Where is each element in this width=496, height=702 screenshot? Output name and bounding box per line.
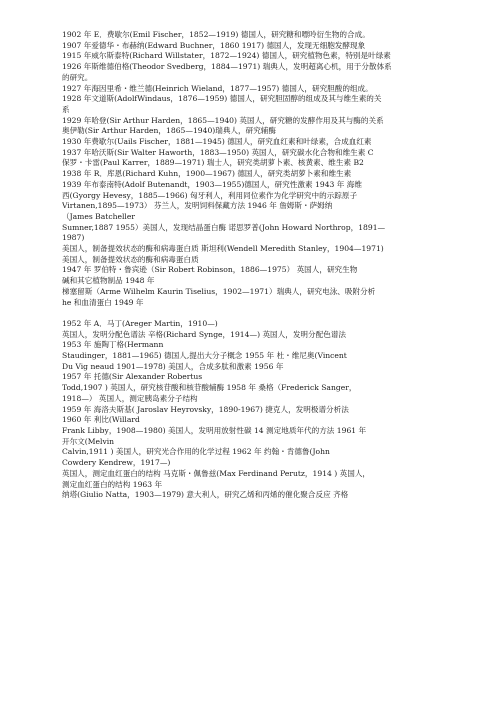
text-line: 1939 年布泰南特(Adolf Butenandt，1903—1955)德国人，研究性激素 1943 年 海维 — [62, 179, 362, 189]
text-line: Cowdery Kendrew，1917—) — [62, 458, 171, 468]
text-line: 碱和其它植物制品 1948 年 — [62, 276, 155, 286]
text-line: 1918—） 英国人，测定胰岛素分子结构 — [62, 393, 198, 403]
text-line: Virtanen,1895—1973） 芬兰人，发明饲料保藏方法 1946 年 詹姆斯・萨姆纳 — [62, 201, 333, 211]
text-line: 开尔文(Melvin — [62, 436, 115, 446]
text-line: 纳塔(Giulio Natta，1903—1979) 意大利人，研究乙烯和丙烯的催化聚合反应 齐格 — [62, 490, 349, 500]
text-line: Todd,1907 ) 英国人，研究核苷酸和核苷酸辅酶 1958 年 桑格（Frederick Sanger， — [62, 383, 357, 393]
text-line: 1957 年 托德(Sir Alexander Robertus — [62, 372, 203, 382]
text-line: 英国人，测定血红蛋白的结构 马克斯・佩鲁兹(Max Ferdinand Perutz，1914 ) 英国人， — [62, 468, 371, 478]
text-line: 英国人，发明分配色谱法 辛格(Richard Synge，1914—) 英国人，发明分配色谱法 — [62, 329, 346, 339]
text-line: 1947 年 罗伯特・鲁宾逊（Sir Robert Robinson，1886—1975） 英国人，研究生物 — [62, 265, 358, 275]
text-line: 1929 年哈登(Sir Arthur Harden，1865—1940) 英国人，研究糖的发酵作用及其与酶的关系 — [62, 115, 384, 125]
text-line: he 和血清蛋白 1949 年 — [62, 297, 144, 307]
text-line: 1952 年 A．马丁(Areger Martin，1910—) — [62, 318, 218, 328]
text-line: 1926 年斯维德伯格(Theodor Svedberg，1884—1971) 瑞典人，发明超离心机，用于分散体系 — [62, 62, 392, 72]
text-line: （James Batcheller — [62, 211, 135, 221]
text-line: 1937 年哈沃斯(Sir Walter Haworth，1883—1950) 英国人，研究碳水化合物和维生素 C — [62, 147, 374, 157]
text-line: Sumner,1887 1955）美国人，发现结晶蛋白酶 诺思罗普(John Howard Northrop，1891— — [62, 222, 386, 232]
text-line: 1927 年海因里希・维兰德(Heinrich Wieland，1877—1957) 德国人，研究胆酸的组成。 — [62, 83, 373, 93]
text-line: 1930 年费歇尔(Uails Fischer，1881—1945) 德国人，研究血红素和叶绿素，合成血红素 — [62, 137, 372, 147]
text-line: 测定血红蛋白的结构 1963 年 — [62, 479, 163, 489]
text-line: Calvin,1911 ) 美国人，研究光合作用的化学过程 1962 年 约翰・肯德鲁(John — [62, 447, 330, 457]
text-line: 1928 年文道斯(AdolfWindaus，1876—1959) 德国人，研究胆固醇的组成及其与维生素的关 — [62, 94, 382, 104]
text-line: 系 — [62, 104, 70, 114]
text-line: 西(Gyorgy Hevesy，1885—1966) 匈牙利人，利用同位素作为化学研究中的示踪原子 — [62, 190, 358, 200]
text-line: 1959 年 海洛夫斯基( Jaroslav Heyrovsky，1890-1967) 捷克人，发明极谱分析法 — [62, 404, 349, 414]
text-line: 1987) — [62, 233, 85, 243]
text-line: 1915 年威尔斯泰特(Richard Willstater，1872—1924) 德国人，研究植物色素，特别是叶绿素 — [62, 51, 391, 61]
document-body — [62, 30, 476, 501]
text-line: Staudinger，1881—1965) 德国人,提出大分子概念 1955 年 杜・维尼奥(Vincent — [62, 351, 347, 361]
text-line: 梯塞留斯（Arme Wilhelm Kaurin Tiselius，1902—1971）瑞典人，研究电泳、吸附分析 — [62, 286, 376, 296]
text-line: 1960 年 利比(Willard — [62, 415, 140, 425]
text-line: 奥伊勒(Sir Arthur Harden，1865—1940)瑞典人，研究辅酶 — [62, 126, 276, 136]
text-line: 1938 年 R．库恩(Richard Kuhn，1900—1967) 德国人，研究类胡萝卜素和维生素 — [62, 169, 352, 179]
text-line: 美国人，制备提效状态的酶和病毒蛋白质 斯坦利(Wendell Meredith Stanley，1904—1971) — [62, 244, 384, 254]
text-line: 保罗・卡雷(Paul Karrer，1889—1971) 瑞士人，研究类胡萝卜素、核黄素、维生素 B2 — [62, 158, 364, 168]
text-line: 1907 年爱德华・布赫纳(Edward Buchner，1860 1917) 德国人，发现无细胞发酵现象 — [62, 40, 366, 50]
text-line: 1953 年 施陶丁格(Hermann — [62, 340, 164, 350]
text-line: Du Vig neaud 1901—1978) 美国人，合成多肽和激素 1956 年 — [62, 361, 284, 371]
text-line — [62, 308, 476, 319]
text-line: Frank Libby，1908—1980) 美国人，发明用放射性碳 14 测定地质年代的方法 1961 年 — [62, 426, 367, 435]
text-line: 1902 年 E．费歇尔(Emil Fischer，1852—1919) 德国人，研究糖和嘌呤衍生物的合成。 — [62, 30, 370, 39]
text-line: 美国人，制备提效状态的酶和病毒蛋白质 — [62, 254, 199, 264]
text-line: 的研究。 — [62, 72, 93, 82]
